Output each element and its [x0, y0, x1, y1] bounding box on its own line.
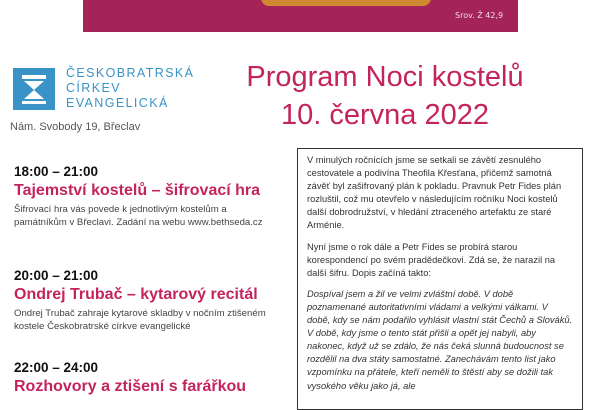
event-time: 20:00 – 21:00 [14, 268, 99, 283]
church-name-line: CÍRKEV [66, 81, 121, 95]
church-name-line: ČESKOBRATRSKÁ [66, 66, 195, 80]
chalice-icon [13, 68, 55, 110]
page-title [200, 58, 570, 134]
event-time: 22:00 – 24:00 [14, 360, 99, 375]
story-paragraph: Nyní jsme o rok dále a Petr Fides se probírá starou korespondencí po svém pradědečkovi. Zdá se, že narazil na další šifru. Dopis začíná takto: [307, 241, 556, 278]
story-box [297, 148, 583, 410]
title-date: 10. června 2022 [281, 99, 489, 131]
event-time: 18:00 – 21:00 [14, 164, 99, 179]
letter-excerpt: Dospíval jsem a žil ve velmi zvláštní době. V době poznamenané autoritativními vládami a velkými válkami. V době, kdy se nám podařilo vyhlásit vlastní stát Čechů a Slováků. V době, kdy jsme o tento stát přišli a opět jej nabyli, aby nakonec, když už se zdálo, že nás čeká slunná budoucnost se rozdělil na dva státy samostatné. Zanechávám tento list jako vzpomínku na přátele, kteří neměli to štěstí aby se dožili tak vysokého věku jako já, ale [307, 288, 573, 391]
event-name: Rozhovory a ztišení s farářkou [14, 378, 247, 395]
banner-verse-reference: Srov. Ž 42,9 [455, 11, 504, 20]
event-name: Tajemství kostelů – šifrovací hra [14, 182, 261, 199]
event-description: Šifrovací hra vás povede k jednotlivým kostelům a památníkům v Břeclavi. Zadání na webu www.bethseda.cz [14, 204, 263, 228]
church-name [66, 66, 194, 111]
event-name: Ondrej Trubač – kytarový recitál [14, 286, 258, 303]
title-line: Program Noci kostelů [246, 61, 524, 93]
banner-decoration [261, 0, 431, 6]
event-description: Ondrej Trubač zahraje kytarové skladby v nočním ztišeném kostele Českobratrské církve evangelické [14, 308, 266, 332]
church-logo [13, 68, 55, 110]
program-event [14, 268, 282, 333]
program-event [14, 360, 282, 396]
header-banner [83, 0, 518, 32]
church-address: Nám. Svobody 19, Břeclav [10, 121, 141, 133]
story-paragraph: V minulých ročnících jsme se setkali se závětí zesnulého cestovatele a podivína Theofila Křesťana, přičemž samotná závěť byl zašifrovaný plán k pokladu. Pravnuk Petr Fides plán rozluštil, což mu otevřelo v následujícím ročníku Noci kostelů další dobrodružství, v hledání ztraceného artefaktu ze staré Arménie. [307, 155, 562, 231]
program-event [14, 164, 282, 229]
church-name-line: EVANGELICKÁ [66, 96, 169, 110]
